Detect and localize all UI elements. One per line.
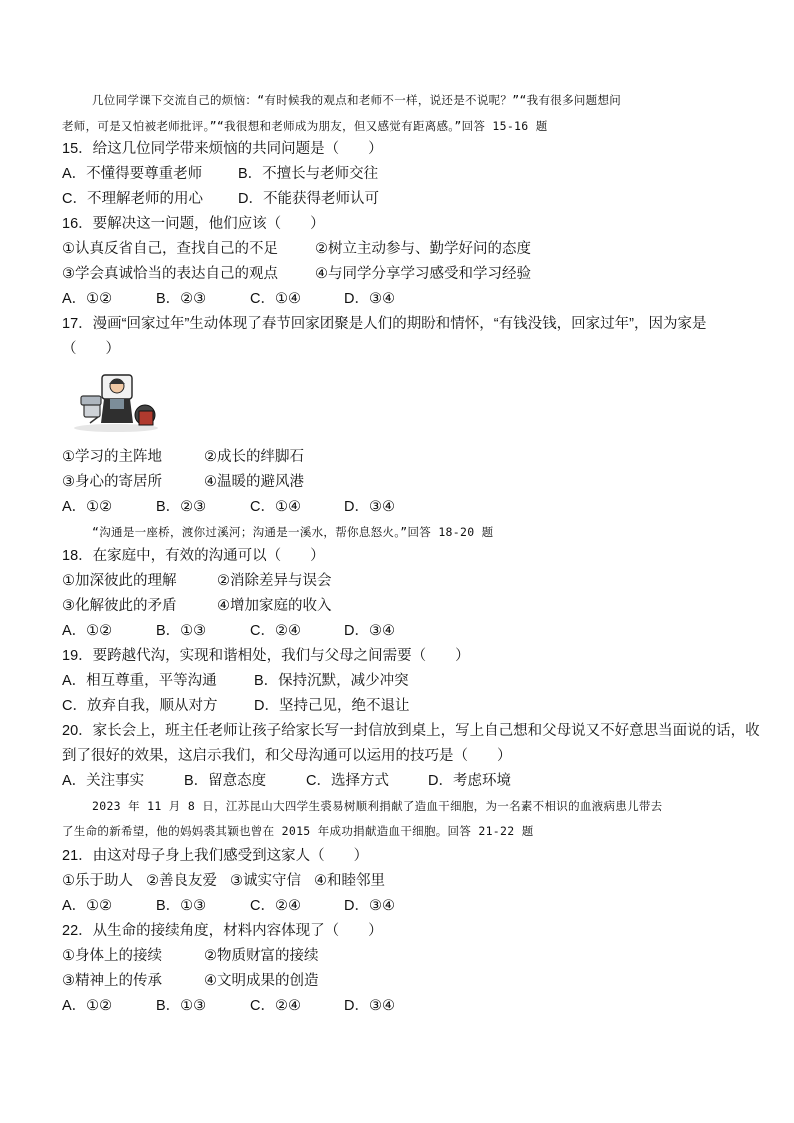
option-20-b[interactable]: B．留意态度	[184, 773, 267, 789]
option-19-c[interactable]: C．放弃自我，顺从对方	[62, 698, 218, 714]
question-18-stem: 18．在家庭中，有效的沟通可以（ ）	[62, 548, 325, 564]
question-16-statements-row2	[62, 264, 531, 284]
option-18-c[interactable]: C．②④	[250, 623, 301, 639]
option-17-a[interactable]: A．①②	[62, 499, 113, 515]
statement-18-3: ③化解彼此的矛盾	[62, 598, 177, 614]
option-20-c[interactable]: C．选择方式	[306, 773, 389, 789]
option-18-b[interactable]: B．①③	[156, 623, 207, 639]
statement-21-2: ②善良友爱	[146, 873, 217, 889]
option-15-b[interactable]: B．不擅长与老师交往	[238, 166, 379, 182]
statement-17-3: ③身心的寄居所	[62, 474, 162, 490]
question-15-stem: 15．给这几位同学带来烦恼的共同问题是（ ）	[62, 141, 383, 157]
option-16-c[interactable]: C．①④	[250, 291, 301, 307]
statement-17-2: ②成长的绊脚石	[204, 449, 304, 465]
question-20-options	[62, 771, 511, 791]
material-21-22-line2: 了生命的新希望，他的妈妈裘其颖也曾在 2015 年成功捐献造血干细胞。回答 21-22 题	[62, 824, 534, 838]
question-18-options	[62, 621, 395, 641]
question-21-stem: 21．由这对母子身上我们感受到这家人（ ）	[62, 848, 369, 864]
option-20-a[interactable]: A．关注事实	[62, 773, 145, 789]
statement-22-2: ②物质财富的接续	[204, 948, 319, 964]
option-22-b[interactable]: B．①③	[156, 998, 207, 1014]
statement-18-2: ②消除差异与误会	[217, 573, 332, 589]
statement-16-4: ④与同学分享学习感受和学习经验	[315, 266, 531, 282]
statement-21-4: ④和睦邻里	[314, 873, 385, 889]
statement-16-3: ③学会真诚恰当的表达自己的观点	[62, 266, 278, 282]
option-15-a[interactable]: A．不懂得要尊重老师	[62, 166, 203, 182]
statement-21-3: ③诚实守信	[230, 873, 301, 889]
statement-22-1: ①身体上的接续	[62, 948, 162, 964]
question-18-statements-row1	[62, 571, 332, 591]
statement-18-1: ①加深彼此的理解	[62, 573, 177, 589]
question-16-statements-row1	[62, 239, 531, 259]
question-17-stem-cont: （ ）	[62, 341, 120, 357]
option-17-c[interactable]: C．①④	[250, 499, 301, 515]
question-22-statements-row2	[62, 971, 319, 991]
option-20-d[interactable]: D．考虑环境	[428, 773, 511, 789]
option-15-c[interactable]: C．不理解老师的用心	[62, 191, 203, 207]
statement-22-3: ③精神上的传承	[62, 973, 162, 989]
question-17-statements-row2	[62, 472, 304, 492]
question-21-options	[62, 896, 395, 916]
material-15-16-line1: 几位同学课下交流自己的烦恼：“有时候我的观点和老师不一样，说还是不说呢？”“我有很多问题想问	[92, 93, 622, 107]
option-21-a[interactable]: A．①②	[62, 898, 113, 914]
option-21-b[interactable]: B．①③	[156, 898, 207, 914]
option-17-d[interactable]: D．③④	[344, 499, 395, 515]
material-15-16-line2: 老师，可是又怕被老师批评。”“我很想和老师成为朋友，但又感觉有距离感。”回答 15-16 题	[62, 119, 548, 133]
question-19-options-row1	[62, 671, 409, 691]
option-17-b[interactable]: B．②③	[156, 499, 207, 515]
statement-18-4: ④增加家庭的收入	[217, 598, 332, 614]
cartoon-going-home-image	[70, 373, 165, 435]
question-20-stem-cont: 到了很好的效果，这启示我们，和父母沟通可以运用的技巧是（ ）	[62, 748, 512, 764]
option-15-d[interactable]: D．不能获得老师认可	[238, 191, 379, 207]
question-22-stem: 22．从生命的接续角度，材料内容体现了（ ）	[62, 923, 383, 939]
statement-21-1: ①乐于助人	[62, 873, 133, 889]
option-19-d[interactable]: D．坚持己见，绝不退让	[254, 698, 410, 714]
option-21-c[interactable]: C．②④	[250, 898, 301, 914]
material-21-22-line1: 2023 年 11 月 8 日，江苏昆山大四学生裘易树顺利捐献了造血干细胞，为一名素不相识的血液病患儿带去	[92, 799, 663, 813]
question-20-stem: 20．家长会上，班主任老师让孩子给家长写一封信放到桌上，写上自己想和父母说又不好意思当面说的话，收	[62, 723, 760, 739]
statement-16-2: ②树立主动参与、勤学好问的态度	[315, 241, 531, 257]
option-22-d[interactable]: D．③④	[344, 998, 395, 1014]
question-19-options-row2	[62, 696, 409, 716]
statement-22-4: ④文明成果的创造	[204, 973, 319, 989]
question-17-options	[62, 497, 395, 517]
option-18-d[interactable]: D．③④	[344, 623, 395, 639]
option-16-d[interactable]: D．③④	[344, 291, 395, 307]
statement-16-1: ①认真反省自己，查找自己的不足	[62, 241, 278, 257]
statement-17-1: ①学习的主阵地	[62, 449, 162, 465]
option-22-c[interactable]: C．②④	[250, 998, 301, 1014]
option-22-a[interactable]: A．①②	[62, 998, 113, 1014]
material-18-20: “沟通是一座桥，渡你过溪河；沟通是一溪水，帮你息怒火。”回答 18-20 题	[92, 525, 494, 539]
question-17-statements-row1	[62, 447, 304, 467]
option-16-a[interactable]: A．①②	[62, 291, 113, 307]
question-15-options-row1	[62, 164, 378, 184]
question-16-options	[62, 289, 395, 309]
option-21-d[interactable]: D．③④	[344, 898, 395, 914]
option-19-b[interactable]: B．保持沉默，减少冲突	[254, 673, 409, 689]
option-16-b[interactable]: B．②③	[156, 291, 207, 307]
question-21-statements	[62, 871, 385, 891]
question-18-statements-row2	[62, 596, 332, 616]
question-17-stem: 17．漫画“回家过年”生动体现了春节回家团聚是人们的期盼和情怀，“有钱没钱，回家过年”，因为家是	[62, 316, 707, 332]
question-16-stem: 16．要解决这一问题，他们应该（ ）	[62, 216, 325, 232]
question-22-statements-row1	[62, 946, 319, 966]
option-18-a[interactable]: A．①②	[62, 623, 113, 639]
option-19-a[interactable]: A．相互尊重，平等沟通	[62, 673, 217, 689]
statement-17-4: ④温暖的避风港	[204, 474, 304, 490]
question-22-options	[62, 996, 395, 1016]
question-15-options-row2	[62, 189, 379, 209]
question-19-stem: 19．要跨越代沟，实现和谐相处，我们与父母之间需要（ ）	[62, 648, 470, 664]
